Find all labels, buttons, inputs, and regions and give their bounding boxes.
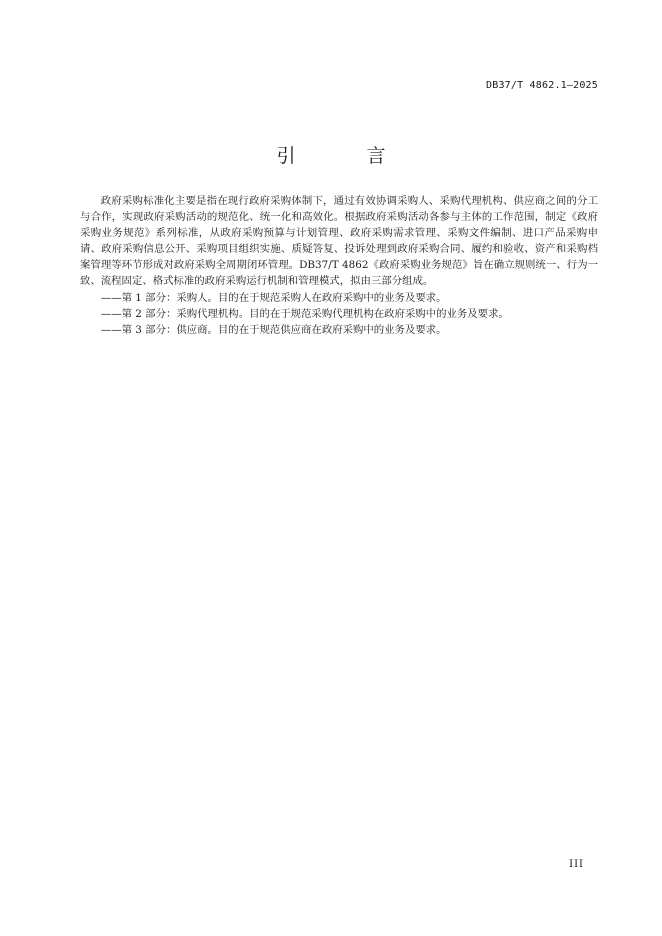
part-list-item-3: ——第 3 部分：供应商。目的在于规范供应商在政府采购中的业务及要求。 (100, 323, 447, 336)
introduction-body (80, 193, 598, 338)
page-number: III (569, 859, 584, 870)
intro-paragraph: 政府采购标准化主要是指在现行政府采购体制下，通过有效协调采购人、采购代理机构、供应商之间的分工与合作，实现政府采购活动的规范化、统一化和高效化。根据政府采购活动各参与主体的工作范围，制定《政府采购业务规范》系列标准，从政府采购预算与计划管理、政府采购需求管理、采购文件编制、进口产品采购申请、政府采购信息公开、采购项目组织实施、质疑答复、投诉处理到政府采购合同、履约和验收、资产和采购档案管理等环节形成对政府采购全周期闭环管理。DB37/T 4862《政府采购业务规范》旨在确立规则统一、行为一致、流程固定、格式标准的政府采购运行机制和管理模式，拟由三部分组成。 (80, 195, 598, 288)
standard-code: DB37/T 4862.1—2025 (486, 80, 598, 91)
part-list-item-1: ——第 1 部分：采购人。目的在于规范采购人在政府采购中的业务及要求。 (100, 291, 447, 304)
page-title: 引 言 (276, 145, 412, 167)
part-list-item-2: ——第 2 部分：采购代理机构。目的在于规范采购代理机构在政府采购中的业务及要求。 (100, 307, 509, 320)
